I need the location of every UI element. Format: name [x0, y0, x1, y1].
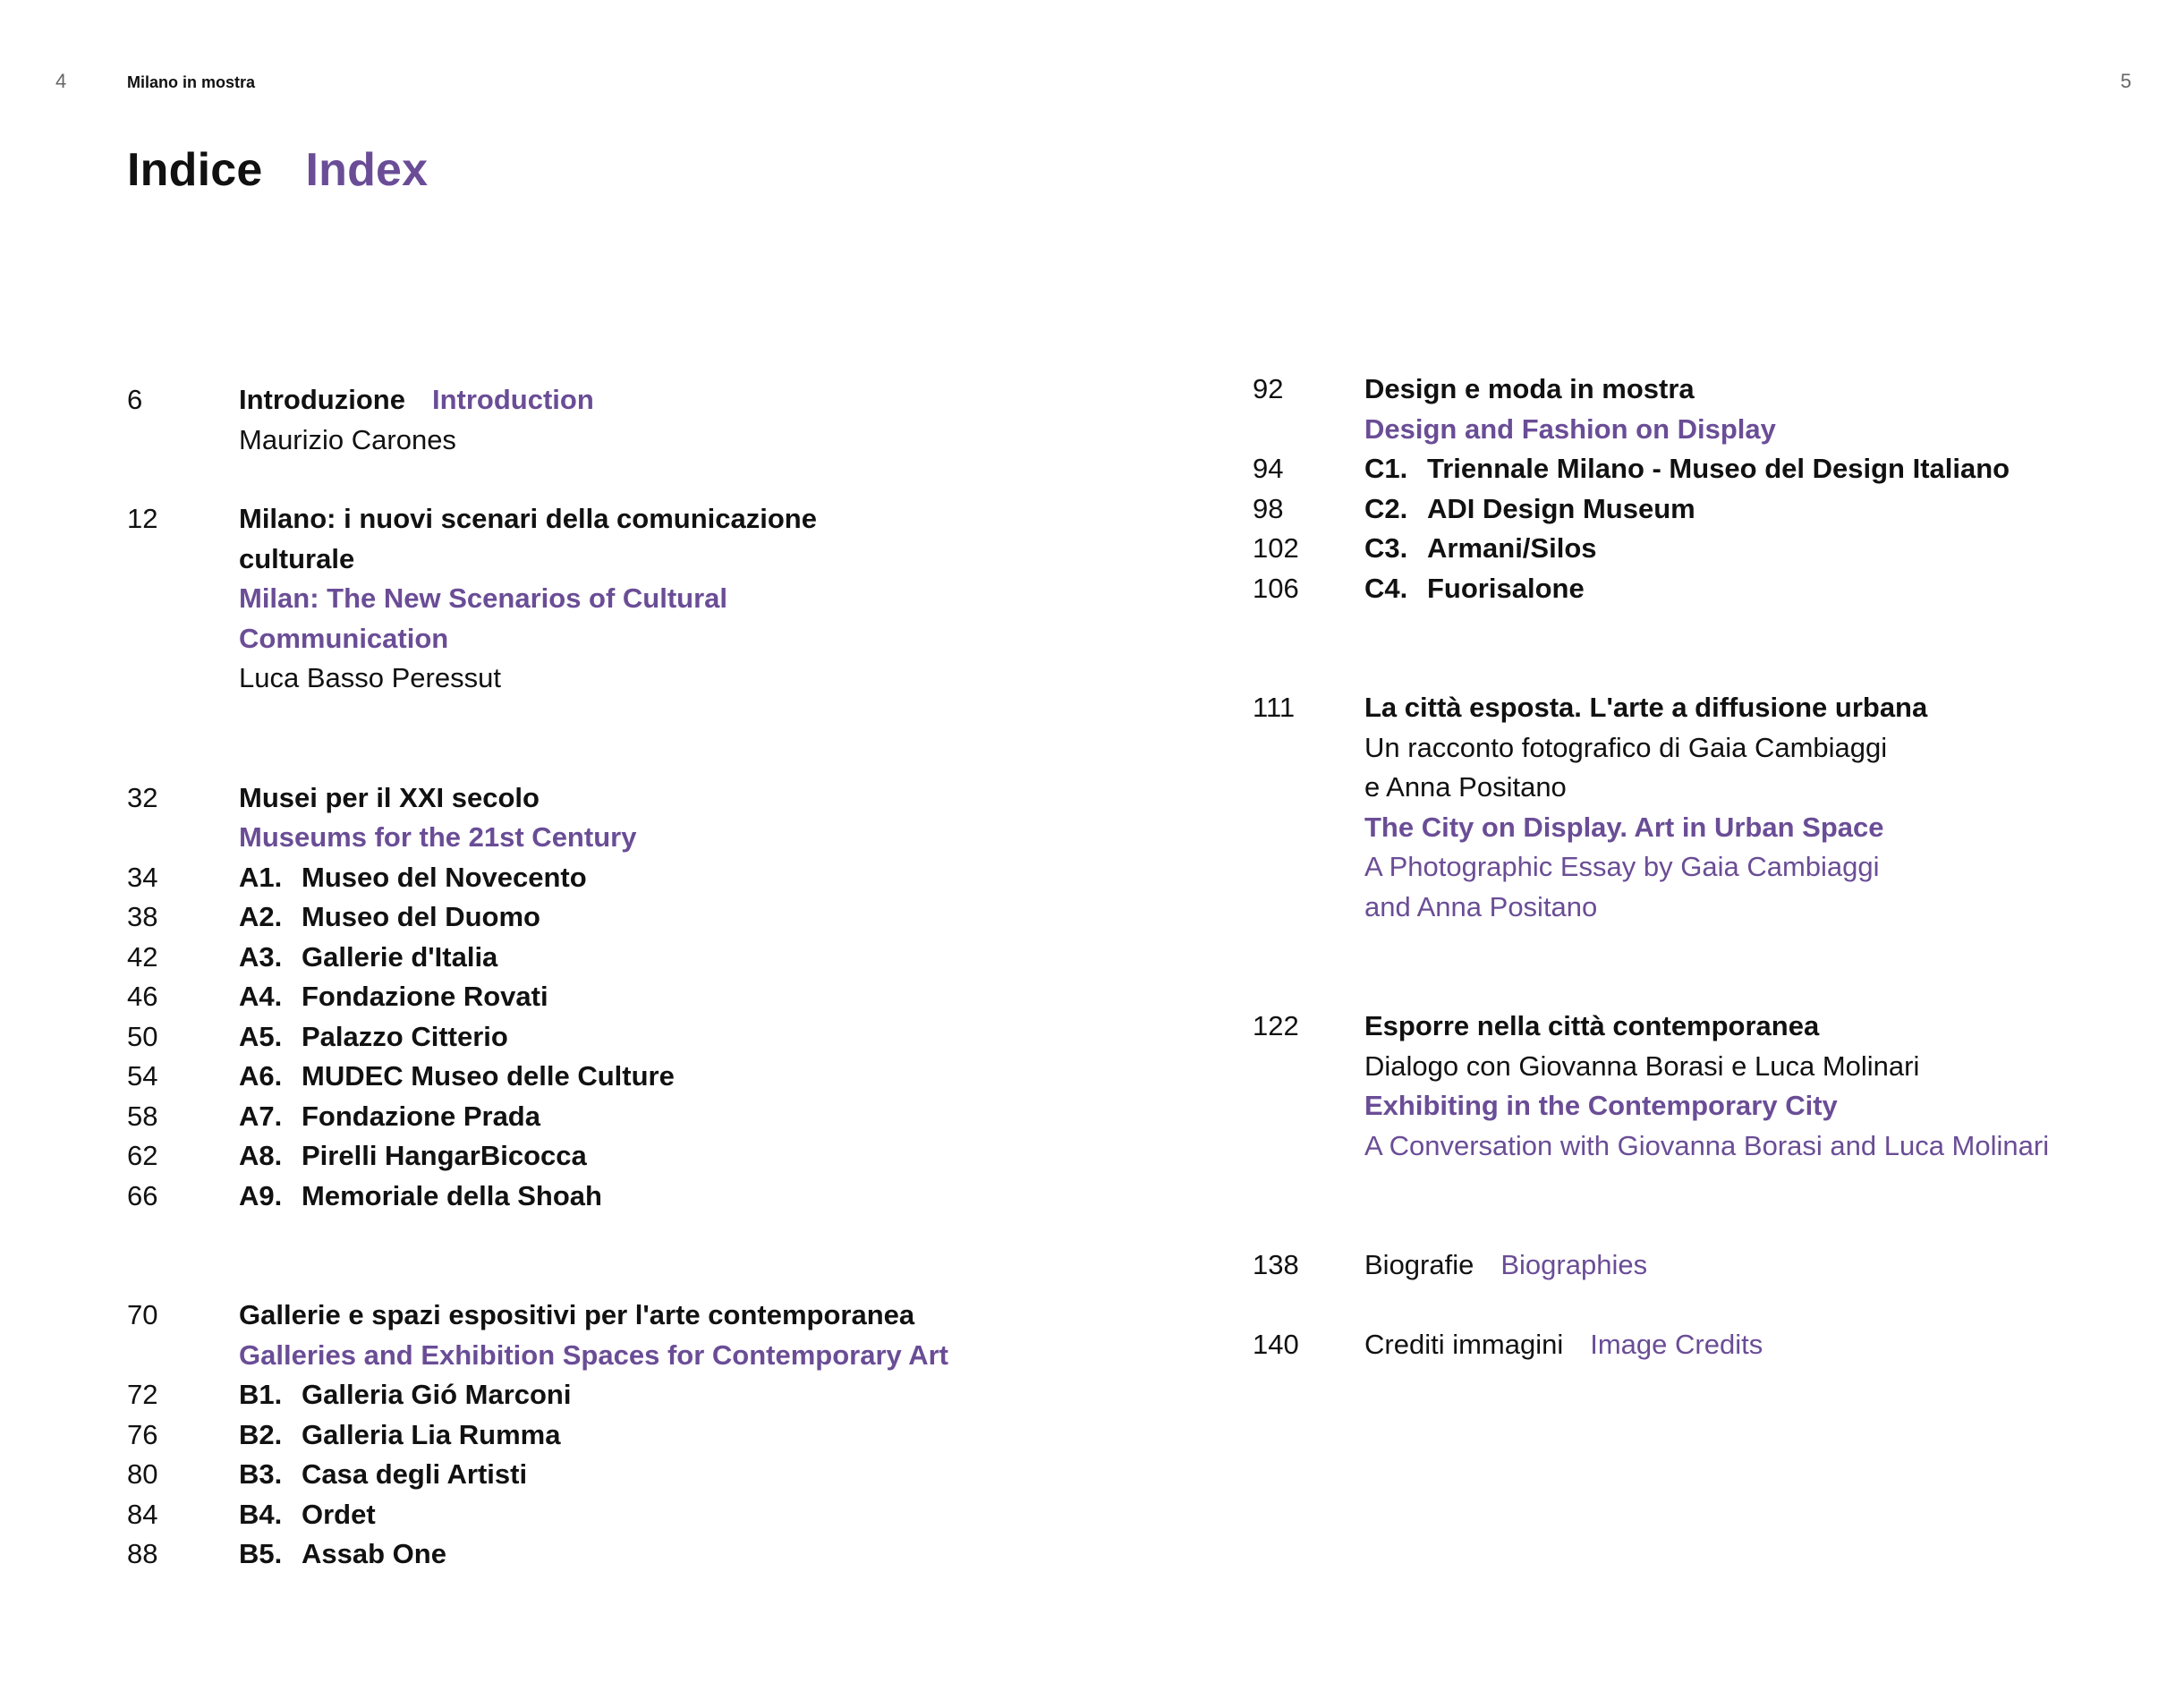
entry-code: A5.: [239, 1020, 283, 1052]
page-ref: 46: [127, 981, 158, 1012]
entry-name: Galleria Gió Marconi: [302, 1379, 572, 1410]
entry-subtitle-en: A Photographic Essay by Gaia Cambiaggi: [1364, 851, 1880, 882]
page-ref: 34: [127, 861, 158, 893]
entry-subtitle-en-cont: and Anna Positano: [1364, 890, 1598, 922]
page-ref: 42: [127, 940, 158, 973]
entry-title-en: Milan: The New Scenarios of Cultural: [239, 582, 728, 614]
entry-code: A9.: [239, 1179, 283, 1211]
entry-name: Galleria Lia Rumma: [302, 1418, 561, 1450]
entry-title-en: Introduction: [431, 384, 594, 415]
page-ref: 66: [127, 1179, 158, 1211]
page-ref: 140: [1253, 1328, 1299, 1360]
entry-name: Memoriale della Shoah: [302, 1179, 602, 1211]
entry-name: Palazzo Citterio: [302, 1020, 508, 1052]
page-number-right: 5: [2120, 70, 2132, 92]
entry-title-en: Image Credits: [1590, 1328, 1763, 1360]
entry-name: Fuorisalone: [1427, 572, 1585, 604]
page-ref: 50: [127, 1020, 158, 1052]
page-ref: 54: [127, 1060, 158, 1092]
entry-code: B5.: [239, 1538, 283, 1569]
entry-title-en: The City on Display. Art in Urban Space: [1364, 811, 1884, 843]
entry-code: A4.: [239, 981, 283, 1012]
entry-name: Museo del Duomo: [302, 901, 540, 932]
entry-subtitle-en: A Conversation with Giovanna Borasi and Luca Molinari: [1364, 1129, 2050, 1161]
entry-title-en: Museums for the 21st Century: [239, 821, 637, 853]
entry-title-it: Musei per il XXI secolo: [239, 781, 540, 813]
entry-author: Luca Basso Peressut: [239, 662, 501, 693]
page-ref: 80: [127, 1458, 158, 1490]
entry-name: ADI Design Museum: [1427, 492, 1695, 524]
page-ref: 122: [1253, 1010, 1299, 1041]
entry-title-it-cont: culturale: [239, 542, 355, 574]
page-ref: 12: [127, 503, 158, 534]
entry-title-en: Exhibiting in the Contemporary City: [1364, 1090, 1838, 1121]
entry-subtitle-it: Un racconto fotografico di Gaia Cambiaggi: [1364, 731, 1888, 763]
page-ref: 6: [127, 384, 143, 415]
title-english: Index: [305, 144, 429, 196]
entry-author: Maurizio Carones: [239, 423, 456, 455]
entry-code: A7.: [239, 1100, 283, 1132]
page-ref: 38: [127, 901, 158, 932]
running-head: Milano in mostra: [127, 73, 256, 91]
entry-name: Fondazione Prada: [302, 1100, 540, 1132]
entry-code: C1.: [1364, 453, 1408, 484]
entry-subtitle-it-cont: e Anna Positano: [1364, 771, 1567, 803]
entry-title-it: Introduzione: [239, 384, 405, 415]
entry-subtitle-it: Dialogo con Giovanna Borasi e Luca Molinari: [1364, 1049, 1920, 1082]
entry-name: Pirelli HangarBicocca: [302, 1140, 587, 1171]
page-ref: 102: [1253, 532, 1299, 564]
entry-name: Gallerie d'Italia: [302, 940, 498, 973]
page-ref: 84: [127, 1498, 158, 1530]
entry-name: Armani/Silos: [1427, 532, 1597, 564]
page-ref: 62: [127, 1140, 158, 1171]
entry-title-it: Design e moda in mostra: [1364, 373, 1695, 404]
entry-title-it: Esporre nella città contemporanea: [1364, 1010, 1820, 1041]
entry-code: B2.: [239, 1418, 283, 1450]
page-ref: 72: [127, 1379, 158, 1410]
entry-name: Casa degli Artisti: [302, 1458, 528, 1490]
entry-code: A3.: [239, 940, 283, 973]
entry-title-it: Crediti immagini: [1364, 1328, 1564, 1360]
entry-title-en: Galleries and Exhibition Spaces for Contemporary Art: [239, 1338, 948, 1371]
entry-name: Museo del Novecento: [302, 861, 587, 893]
entry-code: A1.: [239, 861, 283, 893]
entry-code: A8.: [239, 1140, 283, 1171]
entry-name: Assab One: [302, 1538, 446, 1569]
entry-title-it: La città esposta. L'arte a diffusione urbana: [1364, 692, 1928, 723]
entry-name: Ordet: [302, 1498, 376, 1530]
entry-code: B1.: [239, 1379, 283, 1410]
entry-code: C4.: [1364, 572, 1408, 604]
entry-title-en: Biographies: [1500, 1249, 1648, 1280]
page-ref: 106: [1253, 572, 1299, 604]
page-title: [127, 143, 471, 197]
entry-title-en-cont: Communication: [239, 622, 449, 654]
entry-title-it: Gallerie e spazi espositivi per l'arte contemporanea: [239, 1299, 915, 1330]
page-ref: 32: [127, 781, 158, 813]
page-ref: 111: [1253, 692, 1296, 723]
entry-title-it: Milano: i nuovi scenari della comunicazione: [239, 503, 817, 534]
entry-code: A2.: [239, 901, 283, 932]
page-ref: 138: [1253, 1249, 1299, 1280]
page-ref: 76: [127, 1418, 158, 1450]
page-ref: 88: [127, 1538, 158, 1569]
entry-name: Triennale Milano - Museo del Design Italiano: [1427, 453, 2010, 484]
page-ref: 94: [1253, 453, 1284, 484]
entry-name: MUDEC Museo delle Culture: [302, 1060, 675, 1092]
page-ref: 98: [1253, 492, 1284, 524]
entry-title-en: Design and Fashion on Display: [1364, 412, 1776, 445]
entry-code: B3.: [239, 1458, 283, 1490]
entry-code: A6.: [239, 1060, 283, 1092]
page-ref: 58: [127, 1100, 158, 1132]
title-italian: Indice: [127, 144, 263, 196]
page-ref: 70: [127, 1299, 158, 1330]
entry-title-it: Biografie: [1364, 1249, 1474, 1280]
entry-code: B4.: [239, 1498, 283, 1530]
entry-code: C3.: [1364, 532, 1408, 564]
entry-name: Fondazione Rovati: [302, 981, 548, 1012]
entry-code: C2.: [1364, 492, 1408, 524]
page-number-left: 4: [55, 70, 67, 92]
page-ref: 92: [1253, 373, 1284, 404]
